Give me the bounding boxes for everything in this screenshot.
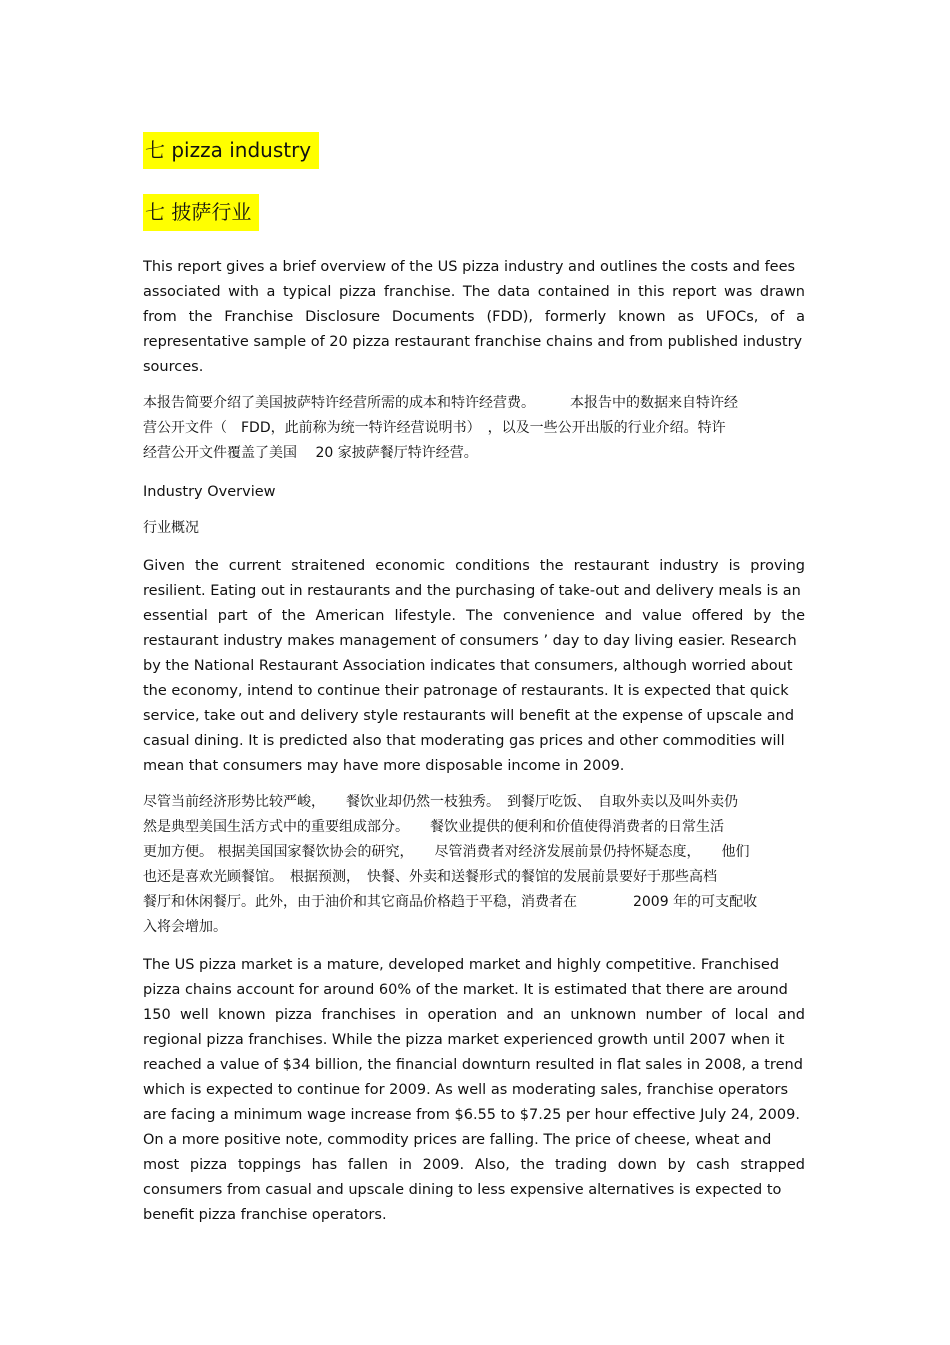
market-paragraph-en [143,953,805,1228]
text-line: associated with a typical pizza franchise. The data contained in this report was drawn [143,284,805,300]
text-line: Given the current straitened economic conditions the restaurant industry is proving [143,558,805,574]
text-line: 尽管当前经济形势比较严峻， 餐饮业却仍然一枝独秀。 到餐厅吃饭、 自取外卖以及叫外卖仍 [143,794,738,810]
text-line: the economy, intend to continue their patronage of restaurants. It is expected that quick [143,683,789,699]
intro-paragraph-zh [143,391,805,466]
text-line: 150 well known pizza franchises in operation and an unknown number of local and [143,1007,805,1023]
text-line: most pizza toppings has fallen in 2009. Also, the trading down by cash strapped [143,1157,805,1173]
text-line: This report gives a brief overview of the US pizza industry and outlines the costs and fees [143,259,796,275]
text-line: regional pizza franchises. While the pizza market experienced growth until 2007 when it [143,1032,785,1048]
text-line: reached a value of $34 billion, the financial downturn resulted in flat sales in 2008, a trend [143,1057,803,1073]
text-line: service, take out and delivery style restaurants will benefit at the expense of upscale and [143,708,795,724]
text-line: 然是典型美国生活方式中的重要组成部分。 餐饮业提供的便利和价值使得消费者的日常生活 [143,819,724,835]
text-line: 本报告简要介绍了美国披萨特许经营所需的成本和特许经营费。 本报告中的数据来自特许经 [143,395,738,411]
overview-paragraph-en [143,554,805,779]
text-line: representative sample of 20 pizza restaurant franchise chains and from published industry [143,334,803,350]
overview-paragraph-zh [143,790,805,940]
section-title-zh: 行业概况 [143,520,199,536]
heading-english: 七 pizza industry [143,132,319,169]
text-line: resilient. Eating out in restaurants and the purchasing of take-out and delivery meals is an [143,583,801,599]
text-line: 也还是喜欢光顾餐馆。 根据预测， 快餐、外卖和送餐形式的餐馆的发展前景要好于那些高档 [143,869,717,885]
heading-chinese: 七 披萨行业 [143,194,259,231]
text-line: benefit pizza franchise operators. [143,1207,387,1223]
text-line: 餐厅和休闲餐厅。此外，由于油价和其它商品价格趋于平稳，消费者在 2009 年的可支配收 [143,894,758,910]
text-line: which is expected to continue for 2009. As well as moderating sales, franchise operators [143,1082,789,1098]
text-line: by the National Restaurant Association indicates that consumers, although worried about [143,658,793,674]
intro-paragraph-en [143,255,805,380]
text-line: The US pizza market is a mature, developed market and highly competitive. Franchised [143,957,780,973]
text-line: 营公开文件（ FDD，此前称为统一特许经营说明书） ，以及一些公开出版的行业介绍。特许 [143,420,726,436]
text-line: from the Franchise Disclosure Documents (FDD), formerly known as UFOCs, of a [143,309,805,325]
section-title-en: Industry Overview [143,484,276,500]
text-line: 经营公开文件覆盖了美国 20 家披萨餐厅特许经营。 [143,445,478,461]
text-line: consumers from casual and upscale dining to less expensive alternatives is expected to [143,1182,782,1198]
text-line: 更加方便。 根据美国国家餐饮协会的研究， 尽管消费者对经济发展前景仍持怀疑态度， 他们 [143,844,750,860]
text-line: On a more positive note, commodity prices are falling. The price of cheese, wheat and [143,1132,772,1148]
text-line: pizza chains account for around 60% of the market. It is estimated that there are around [143,982,788,998]
text-line: 入将会增加。 [143,919,227,935]
text-line: sources. [143,359,204,375]
text-line: restaurant industry makes management of consumers ’ day to day living easier. Research [143,633,797,649]
text-line: essential part of the American lifestyle. The convenience and value offered by the [143,608,805,624]
text-line: mean that consumers may have more disposable income in 2009. [143,758,625,774]
text-line: are facing a minimum wage increase from $6.55 to $7.25 per hour effective July 24, 2009. [143,1107,800,1123]
text-line: casual dining. It is predicted also that moderating gas prices and other commodities will [143,733,785,749]
